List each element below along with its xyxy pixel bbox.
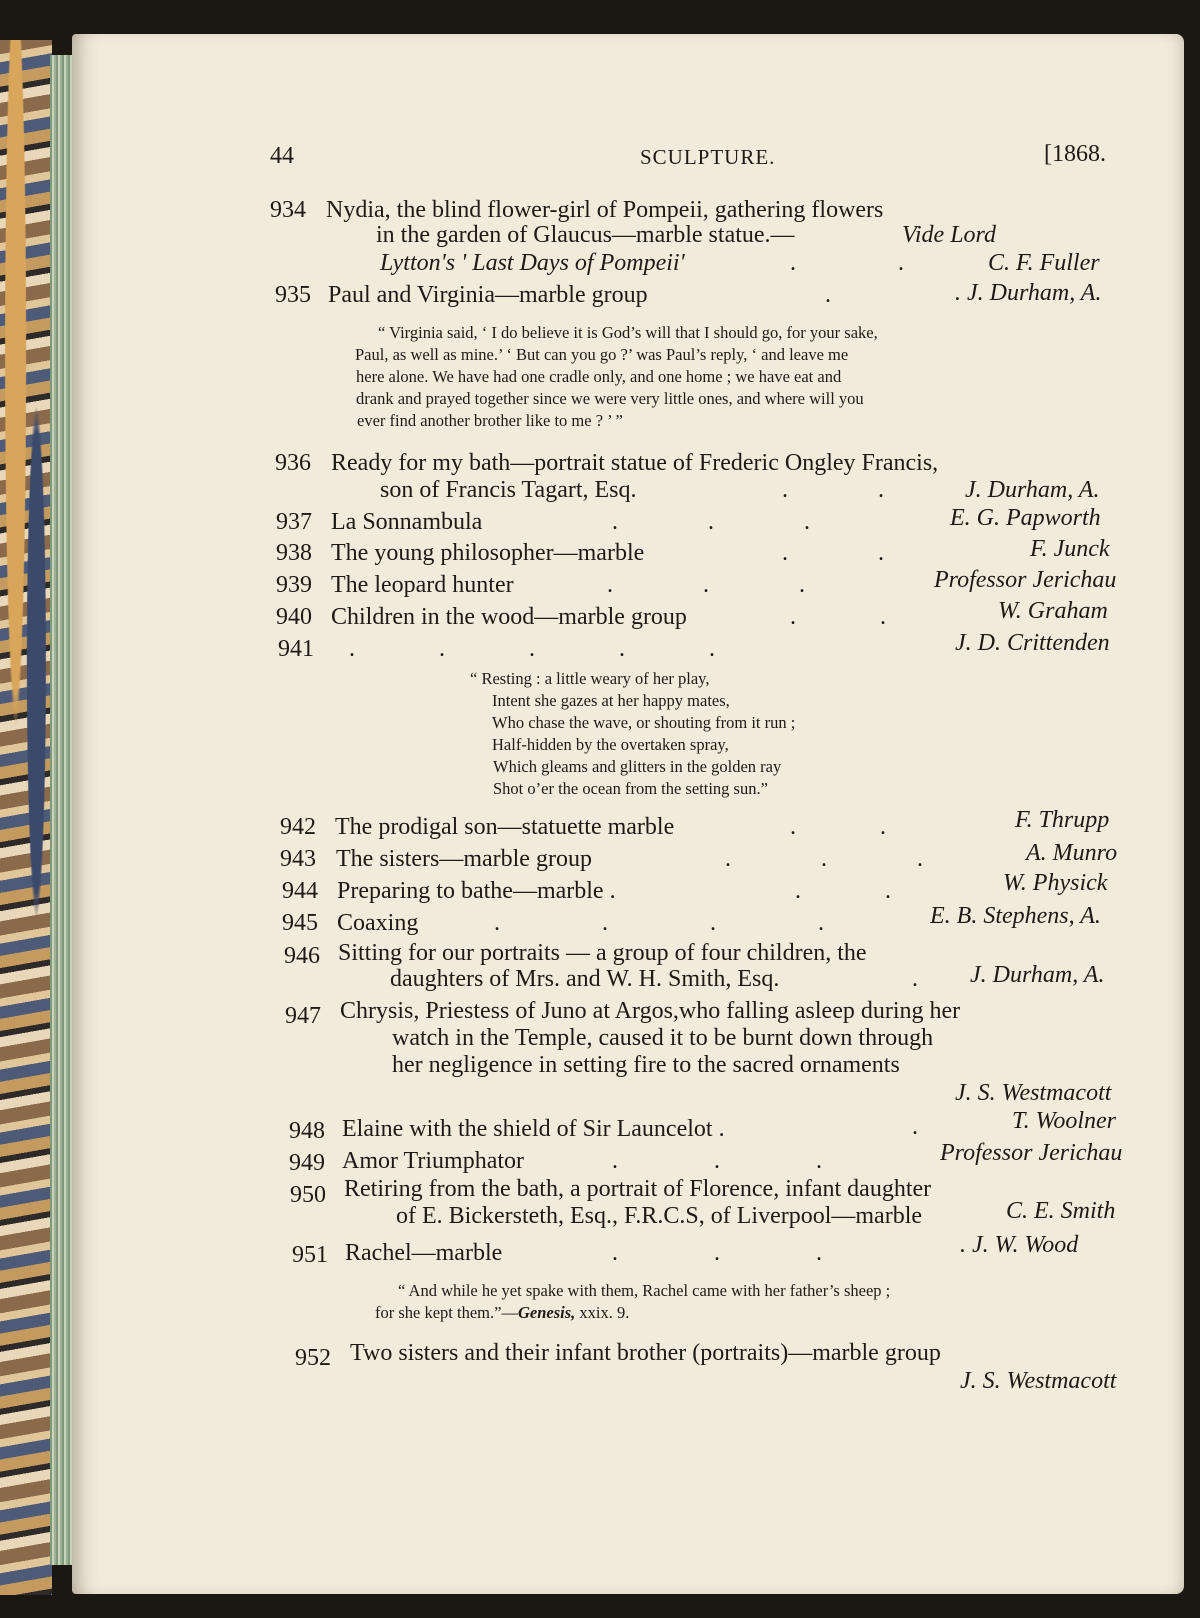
quote-line: Paul, as well as mine.’ ‘ But can you go ?’ was Paul’s reply, ‘ and leave me <box>355 345 849 364</box>
entry-artist: J. S. Westmacott <box>960 1368 1117 1394</box>
entry-number: 948 <box>289 1118 325 1144</box>
poem-line: Intent she gazes at her happy mates, <box>492 691 730 710</box>
leader-dots: . . <box>790 814 886 840</box>
entry-title: her negligence in setting fire to the sacred ornaments <box>392 1052 900 1078</box>
entry-artist: J. S. Westmacott <box>955 1080 1112 1106</box>
quote-line: “ Virginia said, ‘ I do believe it is God’s will that I should go, for your sake, <box>378 323 878 342</box>
entry-title: Lytton's ' Last Days of Pompeii' <box>380 250 685 276</box>
quote-line: drank and prayed together since we were very little ones, and where will you <box>356 389 864 408</box>
entry-artist: F. Thrupp <box>1015 807 1110 833</box>
year-label: [1868. <box>1044 141 1106 167</box>
entry-number: 939 <box>276 572 312 598</box>
entry-title: The sisters—marble group <box>336 846 592 872</box>
marbled-book-edge <box>0 40 52 1595</box>
entry-artist: J. Durham, A. <box>970 962 1105 988</box>
quote-line: “ And while he yet spake with them, Rachel came with her father’s sheep ; <box>398 1281 891 1300</box>
entry-number: 941 <box>278 636 314 662</box>
entry-number: 942 <box>280 814 316 840</box>
entry-title: of E. Bickersteth, Esq., F.R.C.S, of Liverpool—marble <box>396 1203 923 1229</box>
leader-dots: . . . . . <box>349 636 715 662</box>
quote-line: for she kept them.”—Genesis, xxix. 9. <box>375 1303 630 1322</box>
entry-title: Chrysis, Priestess of Juno at Argos,who falling asleep during her <box>340 998 961 1024</box>
entry-artist: . J. Durham, A. <box>955 280 1102 306</box>
entry-artist: T. Woolner <box>1012 1108 1117 1134</box>
entry-number: 940 <box>276 604 312 630</box>
entry-number: 935 <box>275 282 311 308</box>
quote-line: here alone. We have had one cradle only, and one home ; we have eat and <box>356 367 842 386</box>
leader-dots: . . <box>790 250 904 276</box>
leader-dots: . . <box>790 604 886 630</box>
entry-title: Amor Triumphator <box>342 1148 525 1174</box>
entry-number: 947 <box>285 1003 321 1029</box>
entry-reference: Vide Lord <box>902 222 996 248</box>
leader-dots: . <box>912 966 918 992</box>
entry-title: Rachel—marble <box>345 1240 503 1266</box>
entry-title: Two sisters and their infant brother (portraits)—marble group <box>350 1340 941 1366</box>
entry-number: 952 <box>295 1345 331 1371</box>
entry-title: The young philosopher—marble <box>331 540 645 566</box>
entry-title: La Sonnambula <box>331 509 483 535</box>
entry-title: Sitting for our portraits — a group of four children, the <box>338 940 867 966</box>
page-edges <box>50 55 72 1565</box>
leader-dots: . <box>825 282 831 308</box>
poem-line: “ Resting : a little weary of her play, <box>470 669 710 688</box>
entry-title: The prodigal son—statuette marble <box>335 814 675 840</box>
leader-dots: . . . <box>612 509 810 535</box>
entry-title: Coaxing <box>337 910 419 936</box>
entry-number: 946 <box>284 943 320 969</box>
poem-line: Which gleams and glitters in the golden ray <box>493 757 782 776</box>
page-number: 44 <box>270 143 294 169</box>
entry-artist: F. Junck <box>1030 536 1110 562</box>
entry-artist: C. F. Fuller <box>988 250 1100 276</box>
entry-number: 943 <box>280 846 316 872</box>
entry-title: in the garden of Glaucus—marble statue.— <box>376 222 795 248</box>
entry-title: watch in the Temple, caused it to be burnt down through <box>392 1025 934 1051</box>
poem-line: Half-hidden by the overtaken spray, <box>492 735 729 754</box>
entry-artist: E. B. Stephens, A. <box>930 903 1101 929</box>
entry-number: 934 <box>270 197 306 223</box>
leader-dots: . . . <box>607 572 805 598</box>
entry-number: 950 <box>290 1182 326 1208</box>
entry-title: Preparing to bathe—marble . <box>337 878 616 904</box>
leader-dots: . . <box>795 878 891 904</box>
quote-reference: Genesis, <box>517 1303 576 1322</box>
entry-artist: W. Physick <box>1003 870 1108 896</box>
entry-number: 937 <box>276 509 312 535</box>
section-title: SCULPTURE. <box>640 145 776 169</box>
leader-dots: . . . <box>612 1240 822 1266</box>
entry-title: Ready for my bath—portrait statue of Frederic Ongley Francis, <box>331 450 939 476</box>
leader-dots: . . . . <box>494 910 824 936</box>
entry-artist: Professor Jerichau <box>934 567 1117 593</box>
leader-dots: . . <box>782 477 884 503</box>
entry-number: 936 <box>275 450 311 476</box>
entry-title: Nydia, the blind flower-girl of Pompeii, gathering flowers <box>326 197 884 223</box>
entry-number: 938 <box>276 540 312 566</box>
entry-artist: J. Durham, A. <box>965 477 1100 503</box>
entry-number: 951 <box>292 1242 328 1268</box>
entry-artist: Professor Jerichau <box>940 1140 1123 1166</box>
entry-artist: J. D. Crittenden <box>955 630 1110 656</box>
entry-title: son of Francis Tagart, Esq. <box>380 477 637 503</box>
leader-dots: . . . <box>725 846 923 872</box>
entry-artist: C. E. Smith <box>1006 1198 1116 1224</box>
entry-number: 944 <box>282 878 318 904</box>
leader-dots: . <box>912 1114 918 1140</box>
entry-artist: . J. W. Wood <box>960 1232 1079 1258</box>
entry-title: Retiring from the bath, a portrait of Florence, infant daughter <box>344 1176 932 1202</box>
leader-dots: . . <box>782 540 884 566</box>
entry-title: daughters of Mrs. and W. H. Smith, Esq. <box>390 966 780 992</box>
poem-line: Shot o’er the ocean from the setting sun.” <box>493 779 768 798</box>
entry-artist: E. G. Papworth <box>950 505 1101 531</box>
entry-artist: A. Munro <box>1026 840 1118 866</box>
entry-title: Children in the wood—marble group <box>331 604 687 630</box>
entry-artist: W. Graham <box>998 598 1108 624</box>
leader-dots: . . . <box>612 1148 822 1174</box>
poem-line: Who chase the wave, or shouting from it run ; <box>492 713 796 732</box>
quote-line: ever find another brother like to me ? ’ ” <box>357 411 623 430</box>
entry-number: 945 <box>282 910 318 936</box>
entry-number: 949 <box>289 1150 325 1176</box>
entry-title: The leopard hunter <box>331 572 514 598</box>
entry-title: Elaine with the shield of Sir Launcelot . <box>342 1116 725 1142</box>
entry-title: Paul and Virginia—marble group <box>328 282 648 308</box>
